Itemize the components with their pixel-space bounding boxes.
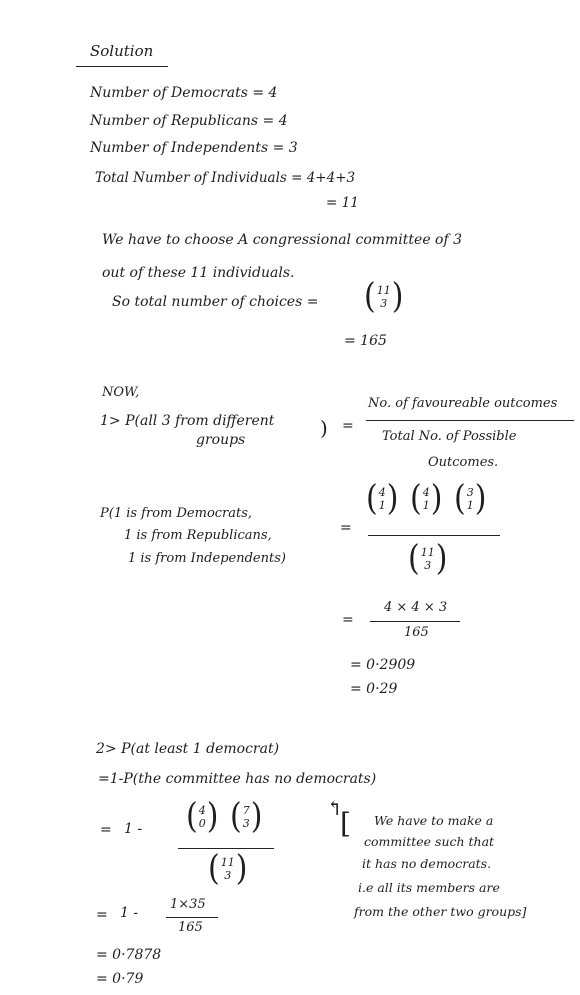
binomial-4-choose-0: ( 4 0 )	[186, 796, 219, 837]
part2-product-numerator: 1×35	[170, 897, 206, 912]
now-label: NOW,	[102, 385, 140, 400]
note-line-5: from the other two groups]	[354, 904, 527, 919]
binom-top: 3	[466, 486, 474, 499]
given-total-result: = 11	[326, 195, 359, 211]
part2-result-1: = 0·7878	[96, 947, 162, 963]
binom-top: 7	[242, 804, 250, 817]
part1-fraction-bar	[366, 420, 574, 421]
note-line-2: committee such that	[364, 834, 495, 849]
solution-heading: Solution	[90, 42, 154, 60]
binom-top: 4	[378, 486, 386, 499]
part2-label: 2> P(at least 1 democrat)	[96, 741, 280, 757]
part1-binom-fraction-bar	[368, 535, 500, 536]
binom-top: 4	[422, 486, 430, 499]
binom-bottom: 1	[466, 499, 474, 512]
binom-bottom: 3	[224, 869, 232, 882]
part1-closing-paren: )	[320, 416, 328, 440]
binom-bottom: 3	[242, 817, 250, 830]
given-democrats: Number of Democrats = 4	[90, 85, 278, 101]
part1-eq3: =	[342, 612, 354, 628]
part2-product-bar	[166, 917, 218, 918]
part2-product-denominator: 165	[178, 920, 203, 935]
binomial-4-choose-1-a: ( 4 1 )	[366, 478, 399, 519]
part2-one-minus: 1 -	[124, 821, 143, 837]
note-line-3: it has no democrats.	[362, 856, 492, 871]
note-arrow-icon: ↰	[326, 796, 343, 820]
binomial-11-choose-3: ( 11 3 )	[364, 276, 404, 317]
heading-underline	[76, 66, 168, 67]
binomial-11-choose-3-c: ( 11 3 )	[208, 848, 248, 889]
binomial-7-choose-3: ( 7 3 )	[230, 796, 263, 837]
intro-line-2: out of these 11 individuals.	[102, 265, 295, 281]
intro-line-3: So total number of choices =	[112, 294, 319, 310]
note-line-4: i.e all its members are	[358, 880, 500, 895]
part1-fraction-denominator-1: Total No. of Possible	[382, 429, 517, 444]
part1-product-denominator: 165	[404, 625, 429, 640]
part2-eq2: =	[96, 907, 108, 923]
part2-one-minus-2: 1 -	[120, 905, 139, 921]
binomial-11-choose-3-b: ( 11 3 )	[408, 538, 448, 579]
binom-top: 4	[198, 804, 206, 817]
part1-product-numerator: 4 × 4 × 3	[384, 600, 448, 615]
binom-top: 11	[220, 856, 235, 869]
note-line-1: We have to make a	[374, 813, 494, 828]
part1-event-line-1: P(1 is from Democrats,	[100, 506, 253, 521]
binom-bottom: 1	[422, 499, 430, 512]
given-independents: Number of Independents = 3	[90, 140, 298, 156]
binom-top: 11	[376, 284, 391, 297]
binom-bottom: 3	[380, 297, 388, 310]
binom-bottom: 3	[424, 559, 432, 572]
part1-fraction-numerator: No. of favoureable outcomes	[368, 396, 558, 411]
part1-fraction-denominator-2: Outcomes.	[428, 455, 499, 470]
part1-label-cont: groups	[196, 432, 246, 448]
part1-label: 1> P(all 3 from different	[100, 413, 275, 429]
note-bracket: [	[340, 807, 351, 840]
part2-line-2: =1-P(the committee has no democrats)	[98, 771, 377, 787]
part1-product-bar	[370, 621, 460, 622]
binom-top: 11	[420, 546, 435, 559]
binom-bottom: 0	[198, 817, 206, 830]
part1-result-1: = 0·2909	[350, 657, 416, 673]
part1-eq: =	[342, 418, 354, 434]
binom-bottom: 1	[378, 499, 386, 512]
given-total: Total Number of Individuals = 4+4+3	[95, 170, 356, 186]
part1-eq2: =	[340, 520, 352, 536]
binomial-3-choose-1: ( 3 1 )	[454, 478, 487, 519]
part1-event-line-2: 1 is from Republicans,	[124, 528, 272, 543]
given-republicans: Number of Republicans = 4	[90, 113, 288, 129]
part1-result-2: = 0·29	[350, 681, 398, 697]
intro-line-1: We have to choose A congressional committee of 3	[102, 232, 463, 248]
binomial-4-choose-1-b: ( 4 1 )	[410, 478, 443, 519]
part2-eq: =	[100, 822, 112, 838]
part1-event-line-3: 1 is from Independents)	[128, 551, 286, 566]
intro-result: = 165	[344, 333, 387, 349]
part2-result-2: = 0·79	[96, 971, 144, 987]
part2-binom-fraction-bar	[178, 848, 274, 849]
